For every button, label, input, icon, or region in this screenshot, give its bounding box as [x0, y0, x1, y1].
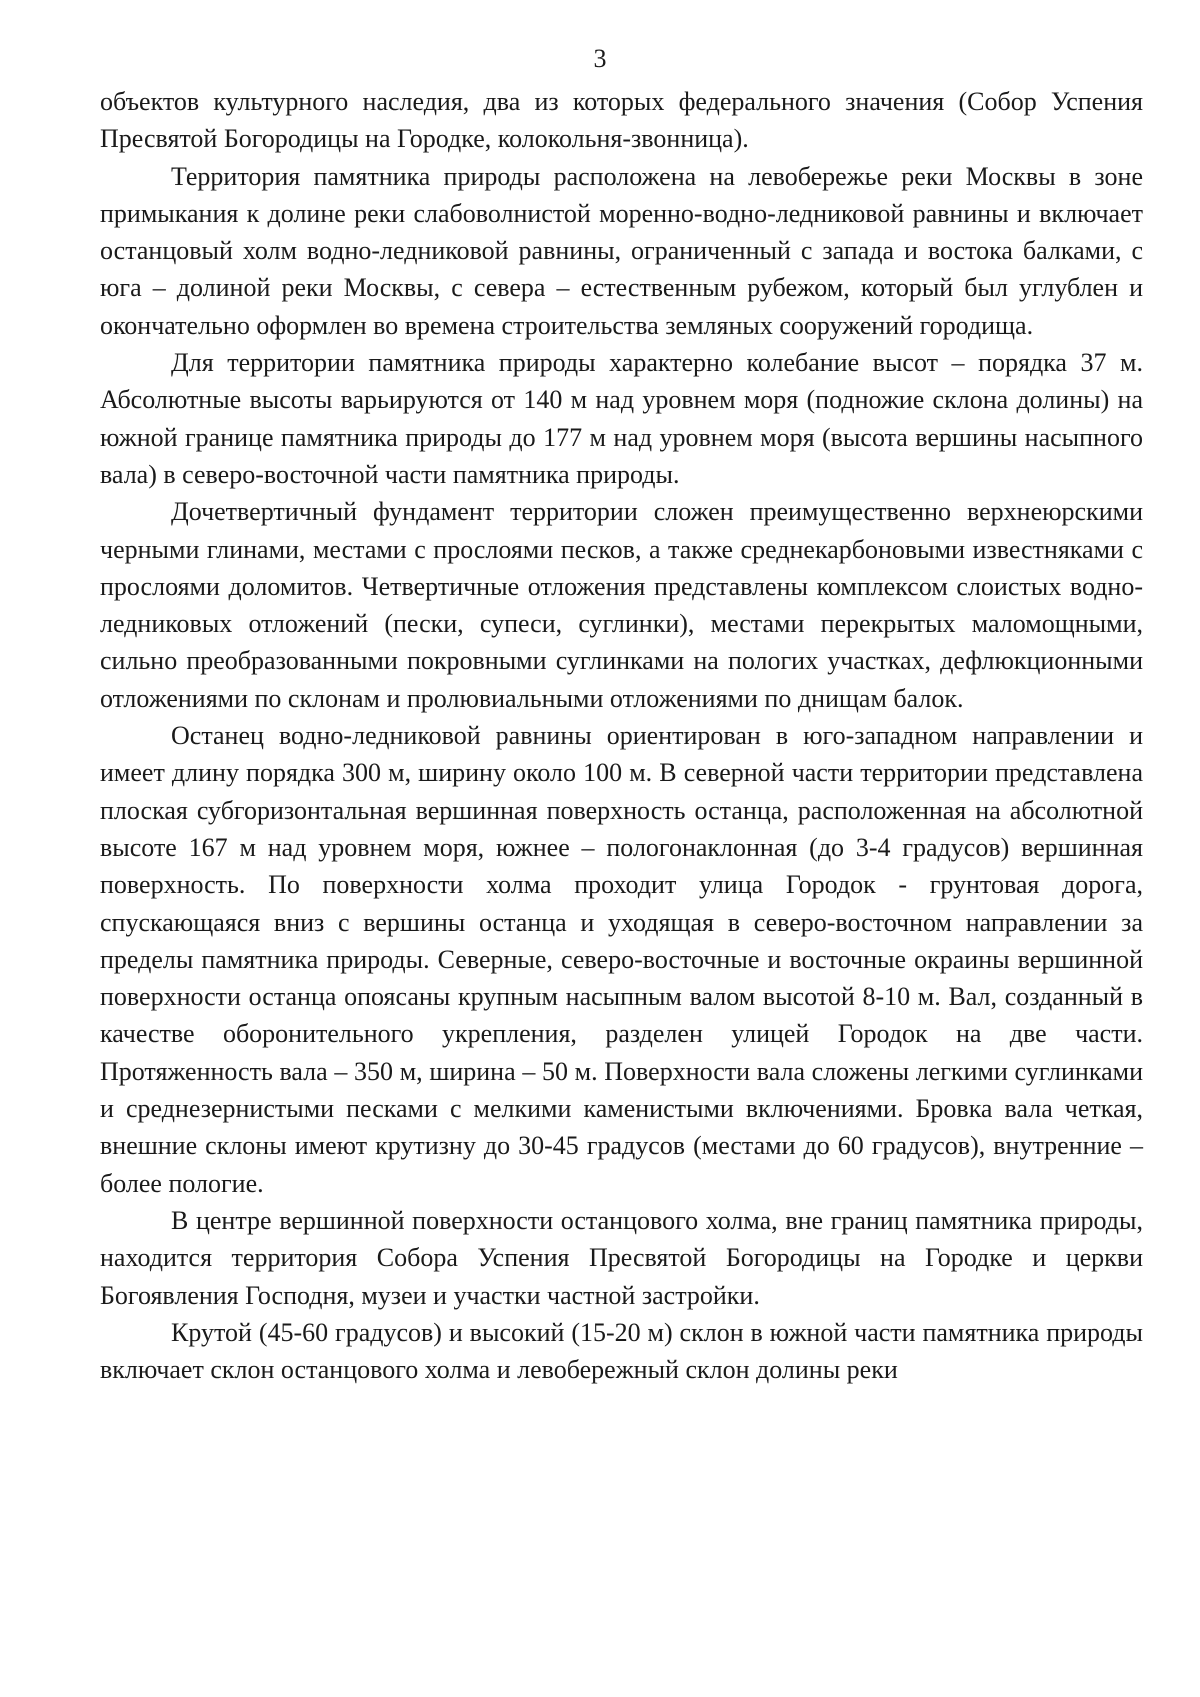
document-body — [100, 83, 1143, 1388]
page-number: 3 — [593, 44, 607, 73]
paragraph-geology: Дочетвертичный фундамент территории сложен преимущественно верхнеюрскими черными глинами, местами с прослоями песков, а также среднекарбоновыми известняками с прослоями доломитов. Четвертичные отложения представлены комплексом слоистых водно-ледниковых отложений (пески, супеси, суглинки), местами перекрытых маломощными, сильно преобразованными покровными суглинками на пологих участках, дефлюкционными отложениями по склонам и пролювиальными отложениями по днищам балок. — [100, 497, 1143, 713]
paragraph-southern-slope: Крутой (45-60 градусов) и высокий (15-20 м) склон в южной части памятника природы включает склон останцового холма и левобережный склон долины реки — [100, 1317, 1143, 1385]
paragraph-continuation: объектов культурного наследия, два из которых федерального значения (Собор Успения Пресвятой Богородицы на Городке, колокольня-звонница). — [100, 87, 1143, 154]
paragraph-territory-location: Территория памятника природы расположена на левобережье реки Москвы в зоне примыкания к долине реки слабоволнистой моренно-водно-ледниковой равнины и включает останцовый холм водно-ледниковой равнины, ограниченный с запада и востока балками, с юга – долиной реки Москвы, с севера – естественным рубежом, который был углублен и окончательно оформлен во времена строительства земляных сооружений городища. — [100, 161, 1143, 340]
paragraph-cathedral-territory: В центре вершинной поверхности останцового холма, вне границ памятника природы, находится территория Собора Успения Пресвятой Богородицы на Городке и церкви Богоявления Господня, музеи и участки частной застройки. — [100, 1205, 1143, 1310]
paragraph-outlier-description: Останец водно-ледниковой равнины ориентирован в юго-западном направлении и имеет длину порядка 300 м, ширину около 100 м. В северной части территории представлена плоская субгоризонтальная вершинная поверхность останца, расположенная на абсолютной высоте 167 м над уровнем моря, южнее – пологонаклонная (до 3-4 градусов) вершинная поверхность. По поверхности холма проходит улица Городок - грунтовая дорога, спускающаяся вниз с вершины останца и уходящая в северо-восточном направлении за пределы памятника природы. Северные, северо-восточные и восточные окраины вершинной поверхности останца опоясаны крупным насыпным валом высотой 8-10 м. Вал, созданный в качестве оборонительного укрепления, разделен улицей Городок на две части. Протяженность вала – 350 м, ширина – 50 м. Поверхности вала сложены легкими суглинками и среднезернистыми песками с мелкими каменистыми включениями. Бровка вала четкая, внешние склоны имеют крутизну до 30-45 градусов (местами до 60 градусов), внутренние – более пологие. — [100, 721, 1143, 1198]
paragraph-elevation: Для территории памятника природы характерно колебание высот – порядка 37 м. Абсолютные высоты варьируются от 140 м над уровнем моря (подножие склона долины) на южной границе памятника природы до 177 м над уровнем моря (высота вершины насыпного вала) в северо-восточной части памятника природы. — [100, 348, 1143, 489]
